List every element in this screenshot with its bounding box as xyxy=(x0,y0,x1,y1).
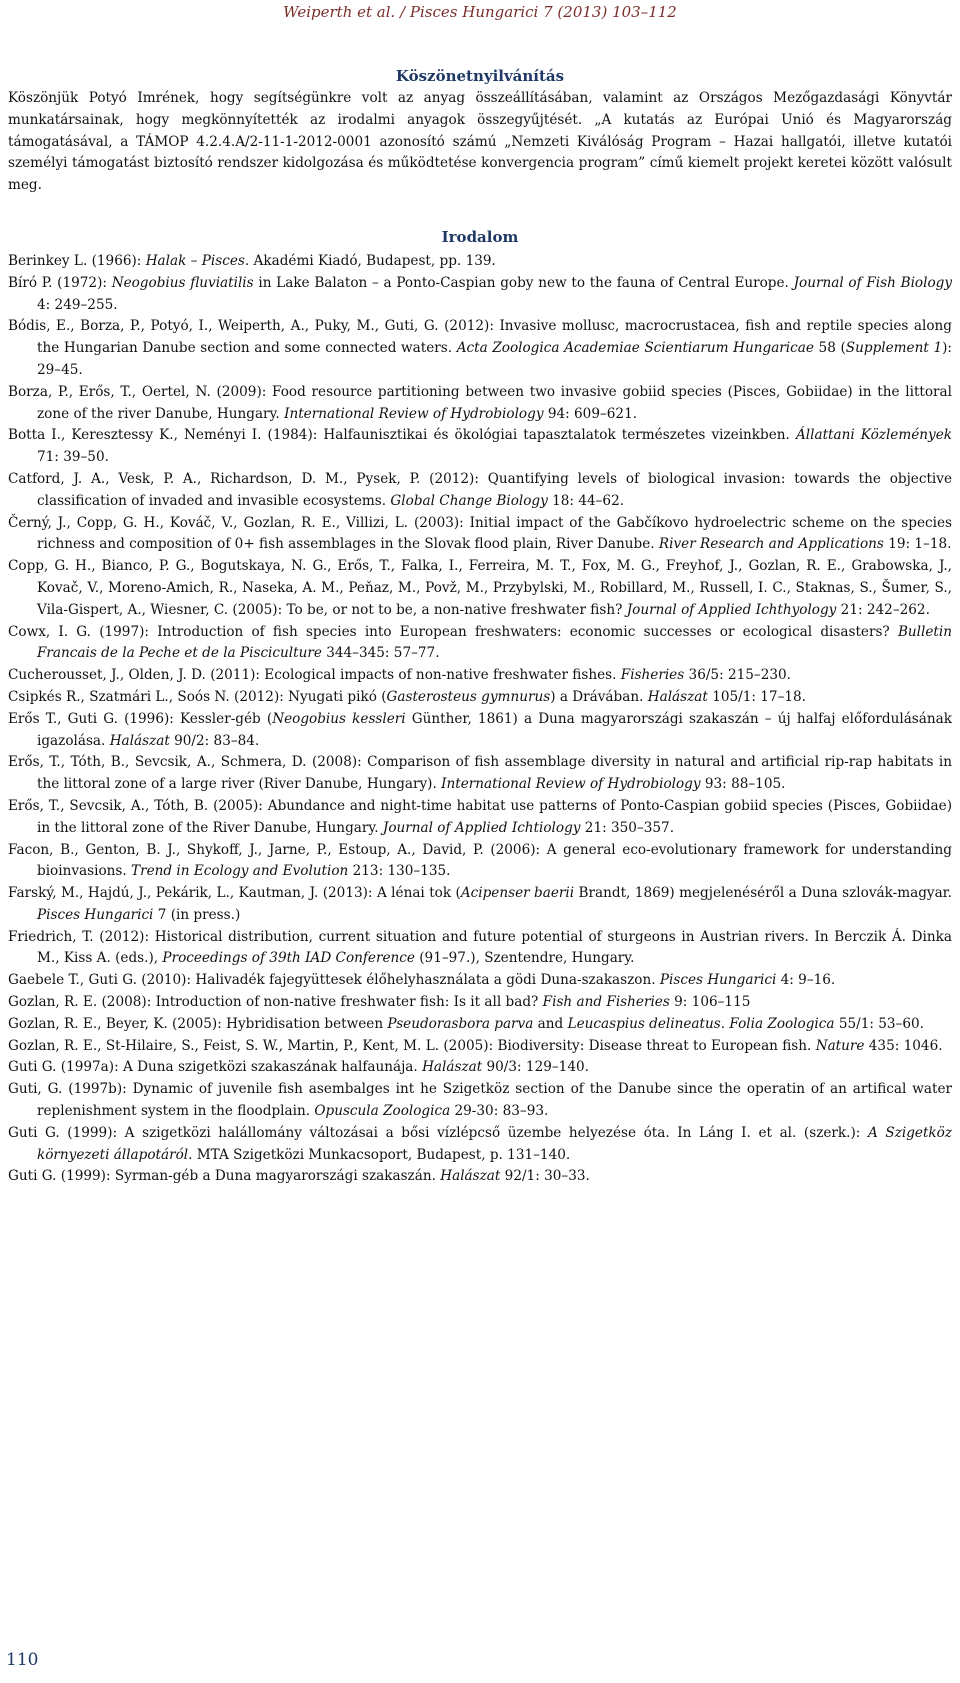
reference-item xyxy=(8,1079,952,1123)
reference-text-part: Erős, T., Tóth, B., Sevcsik, A., Schmera, D. (2008): Comparison of fish assemblage diversity in natural and artificial rip-rap habitats in the littoral zone of a large river (River Danube, Hungary). xyxy=(8,754,952,793)
reference-text-part: 105/1: 17–18. xyxy=(707,688,806,705)
reference-text-part: 21: 242–262. xyxy=(836,601,930,618)
reference-italic-part: Pseudorasbora parva xyxy=(387,1015,534,1032)
reference-italic-part: Acipenser baerii xyxy=(460,885,575,902)
reference-item xyxy=(8,382,952,426)
reference-item xyxy=(8,469,952,513)
running-header: Weiperth et al. / Pisces Hungarici 7 (2013) 103–112 xyxy=(283,3,677,21)
reference-item xyxy=(8,425,952,469)
reference-text-part: Facon, B., Genton, B. J., Shykoff, J., Jarne, P., Estoup, A., David, P. (2006): A general eco-evolutionary framework for understanding bioinvasions. xyxy=(8,841,952,880)
reference-text-part: and xyxy=(533,1015,568,1032)
reference-italic-part: Pisces Hungarici xyxy=(659,972,777,989)
reference-italic-part: Pisces Hungarici xyxy=(37,906,154,923)
reference-italic-part: Leucaspius delineatus xyxy=(567,1015,721,1032)
reference-text-part: 19: 1–18. xyxy=(883,536,952,553)
reference-text-part: (91–97.), Szentendre, Hungary. xyxy=(414,950,635,967)
reference-text-part: Guti G. (1999): A szigetközi halállomány változásai a bősi vízlépcső üzembe helyezése óta. In Láng I. et al. (szerk.): xyxy=(8,1124,868,1141)
reference-text-part: ): 29–45. xyxy=(37,340,952,378)
reference-item xyxy=(8,992,952,1014)
reference-item xyxy=(8,796,952,840)
reference-text-part: 344–345: 57–77. xyxy=(321,645,440,662)
reference-text-part: 18: 44–62. xyxy=(547,492,625,509)
reference-text-part: Catford, J. A., Vesk, P. A., Richardson, D. M., Pysek, P. (2012): Quantifying levels of biological invasion: towards the objective classification of invaded and invasible ecosystems. xyxy=(8,470,952,509)
reference-item xyxy=(8,251,952,273)
reference-italic-part: Neogobius kessleri xyxy=(272,710,406,727)
reference-text-part: 213: 130–135. xyxy=(348,863,451,880)
reference-text-part: in Lake Balaton – a Ponto-Caspian goby new to the fauna of Central Europe. xyxy=(253,274,794,291)
reference-italic-part: International Review of Hydrobiology xyxy=(284,405,544,422)
reference-item xyxy=(8,752,952,796)
reference-text-part: 94: 609–621. xyxy=(543,405,638,422)
acknowledgement-title: Köszönetnyilvánítás xyxy=(395,67,565,85)
reference-text-part: Günther, 1861) a Duna magyarországi szakaszán – új halfaj előfordulásának igazolása. xyxy=(37,710,952,749)
reference-item xyxy=(8,1166,952,1188)
reference-text-part: Gozlan, R. E., St-Hilaire, S., Feist, S. W., Martin, P., Kent, M. L. (2005): Biodiversity: Disease threat to European fish. xyxy=(8,1037,816,1054)
reference-text-part: Borza, P., Erős, T., Oertel, N. (2009): Food resource partitioning between two invasive gobiid species (Pisces, Gobiidae) in the littoral zone of the river Danube, Hungary. xyxy=(8,383,952,422)
reference-text-part: . MTA Szigetközi Munkacsoport, Budapest, p. 131–140. xyxy=(188,1146,571,1163)
reference-text-part: 36/5: 215–230. xyxy=(684,667,791,684)
reference-text-part: Gozlan, R. E., Beyer, K. (2005): Hybridisation between xyxy=(8,1015,388,1032)
reference-text-part: Bódis, E., Borza, P., Potyó, I., Weiperth, A., Puky, M., Guti, G. (2012): Invasive mollusc, macrocrustacea, fish and reptile species along the Hungarian Danube section and some connected waters. xyxy=(8,318,952,357)
reference-item xyxy=(8,927,952,971)
reference-text-part: 90/3: 129–140. xyxy=(482,1059,589,1076)
reference-item xyxy=(8,970,952,992)
reference-text-part: 9: 106–115 xyxy=(669,994,751,1011)
reference-item xyxy=(8,687,952,709)
reference-item xyxy=(8,556,952,621)
references-title: Irodalom xyxy=(441,227,519,246)
reference-italic-part: Global Change Biology xyxy=(390,492,548,509)
reference-item xyxy=(8,883,952,927)
reference-text-part: Gozlan, R. E. (2008): Introduction of non-native freshwater fish: Is it all bad? xyxy=(8,994,543,1011)
reference-italic-part: International Review of Hydrobiology xyxy=(441,776,701,793)
reference-italic-part: Gasterosteus gymnurus xyxy=(386,688,551,705)
reference-italic-part: A Szigetköz környezeti állapotáról xyxy=(37,1124,952,1163)
reference-text-part: Černý, J., Copp, G. H., Kováč, V., Gozlan, R. E., Villizi, L. (2003): Initial impact of the Gabčíkovo hydroelectric scheme on the species richness and composition of 0+ fish assemblages in the Slovak flood plain, River Danube. xyxy=(8,514,952,553)
reference-text-part: Cucherousset, J., Olden, J. D. (2011): Ecological impacts of non-native freshwater fishes. xyxy=(8,667,621,684)
reference-italic-part: Journal of Applied Ichthyology xyxy=(626,601,837,618)
reference-italic-part: Folia Zoologica xyxy=(729,1015,835,1032)
reference-italic-part: Fisheries xyxy=(620,667,685,684)
reference-italic-part: Neogobius fluviatilis xyxy=(111,274,254,291)
reference-item xyxy=(8,622,952,666)
reference-italic-part: River Research and Applications xyxy=(658,536,884,553)
reference-italic-part: Acta Zoologica Academiae Scientiarum Hungaricae xyxy=(456,340,814,357)
reference-text-part: 435: 1046. xyxy=(864,1037,943,1054)
reference-list xyxy=(8,251,952,1188)
reference-text-part: Botta I., Keresztessy K., Neményi I. (1984): Halfaunisztikai és ökológiai tapasztalatok természetes vizeinkben. xyxy=(8,427,796,444)
reference-text-part: 7 (in press.) xyxy=(153,906,241,923)
reference-text-part: Csipkés R., Szatmári L., Soós N. (2012): Nyugati pikó ( xyxy=(8,688,387,705)
reference-italic-part: Halászat xyxy=(422,1059,483,1076)
reference-text-part: 71: 39–50. xyxy=(37,449,109,466)
reference-text-part: Bíró P. (1972): xyxy=(8,274,112,291)
reference-text-part: Berinkey L. (1966): xyxy=(8,252,146,269)
reference-item xyxy=(8,1057,952,1079)
page-content xyxy=(8,66,952,1188)
reference-text-part: 21: 350–357. xyxy=(580,819,675,836)
reference-italic-part: Nature xyxy=(815,1037,865,1054)
reference-text-part: Friedrich, T. (2012): Historical distribution, current situation and future potential of sturgeons in Austrian rivers. In Berczik Á. Dinka M., Kiss A. (eds.), xyxy=(8,928,952,967)
reference-italic-part: Halak – Pisces xyxy=(145,252,245,269)
reference-text-part: Copp, G. H., Bianco, P. G., Bogutskaya, N. G., Erős, T., Falka, I., Ferreira, M. T., Fox, M. G., Freyhof, J., Gozlan, R. E., Grabowska, J., Kovač, V., Moreno-Amich, R., Naseka, A. M., Peňaz, M., Povž, M., Przybylski, M., Robillard, M., Russell, I. C., Staknas, S., Šumer, S., Vila-Gispert, A., Wiesner, C. (2005): To be, or not to be, a non-native freshwater fish? xyxy=(8,558,952,618)
acknowledgement-text: Köszönjük Potyó Imrének, hogy segítségünkre volt az anyag összeállításában, valamint az Országos Mezőgazdasági Könyvtár munkatársainak, hogy megkönnyítették az irodalmi anyagok összegyűjtését. „A kutatás az Európai Unió és Magyarország támogatásával, a TÁMOP 4.2.4.A/2-11-1-2012-0001 azonosító számú „Nemzeti Kiválóság Program – Hazai hallgatói, illetve kutatói személyi támogatást biztosító rendszer kidolgozása és működtetése konvergencia program” című kiemelt projekt keretei között valósult meg. xyxy=(8,90,952,194)
reference-italic-part: Állattani Közlemények xyxy=(795,427,952,444)
reference-italic-part: Supplement 1 xyxy=(845,340,943,357)
reference-text-part: Guti G. (1999): Syrman-géb a Duna magyarországi szakaszán. xyxy=(8,1168,441,1185)
reference-text-part: 4: 249–255. xyxy=(37,296,118,313)
reference-text-part: 90/2: 83–84. xyxy=(169,732,260,749)
reference-item xyxy=(8,1014,952,1036)
reference-text-part: ) a Drávában. xyxy=(550,688,648,705)
reference-text-part: Cowx, I. G. (1997): Introduction of fish species into European freshwaters: economic successes or ecological disasters? xyxy=(8,623,898,640)
reference-text-part: Guti, G. (1997b): Dynamic of juvenile fish asembalges int he Szigetköz section of the Danube since the operatin of an artifical water replenishment system in the floodplain. xyxy=(8,1081,952,1120)
reference-italic-part: Journal of Fish Biology xyxy=(793,274,953,291)
reference-item xyxy=(8,513,952,557)
reference-italic-part: Halászat xyxy=(440,1168,501,1185)
reference-italic-part: Opuscula Zoologica xyxy=(314,1103,451,1120)
reference-text-part: Gaebele T., Guti G. (2010): Halivadék fajegyüttesek élőhelyhasználata a gödi Duna-szakaszon. xyxy=(8,972,660,989)
reference-text-part: 29-30: 83–93. xyxy=(450,1103,549,1120)
reference-item xyxy=(8,316,952,381)
reference-text-part: Erős, T., Sevcsik, A., Tóth, B. (2005): Abundance and night-time habitat use patterns of Ponto-Caspian gobiid species (Pisces, Gobiidae) in the littoral zone of the River Danube, Hungary. xyxy=(8,797,952,836)
reference-item xyxy=(8,840,952,884)
reference-italic-part: Bulletin Francais de la Peche et de la Pisciculture xyxy=(37,623,952,662)
reference-italic-part: Fish and Fisheries xyxy=(542,994,670,1011)
reference-italic-part: Halászat xyxy=(109,732,170,749)
reference-italic-part: Halászat xyxy=(647,688,708,705)
reference-text-part: . xyxy=(720,1015,730,1032)
reference-text-part: 93: 88–105. xyxy=(700,776,786,793)
reference-italic-part: Trend in Ecology and Evolution xyxy=(131,863,349,880)
reference-text-part: Guti G. (1997a): A Duna szigetközi szakaszának halfaunája. xyxy=(8,1059,423,1076)
reference-italic-part: Proceedings of 39th IAD Conference xyxy=(162,950,415,967)
reference-text-part: Farský, M., Hajdú, J., Pekárik, L., Kautman, J. (2013): A lénai tok ( xyxy=(8,885,461,902)
reference-text-part: 92/1: 30–33. xyxy=(500,1168,590,1185)
reference-item xyxy=(8,665,952,687)
reference-text-part: 4: 9–16. xyxy=(776,972,836,989)
reference-item xyxy=(8,1123,952,1167)
reference-text-part: 55/1: 53–60. xyxy=(834,1015,924,1032)
reference-text-part: Brandt, 1869) megjelenéséről a Duna szlovák-magyar. xyxy=(574,885,953,902)
reference-text-part: . Akadémi Kiadó, Budapest, pp. 139. xyxy=(244,252,496,269)
reference-item xyxy=(8,273,952,317)
page-number: 110 xyxy=(6,1650,39,1670)
reference-item xyxy=(8,1036,952,1058)
reference-text-part: Erős T., Guti G. (1996): Kessler-géb ( xyxy=(8,710,273,727)
reference-italic-part: Journal of Applied Ichtiology xyxy=(382,819,581,836)
reference-text-part: 58 ( xyxy=(813,340,846,357)
reference-item xyxy=(8,709,952,753)
